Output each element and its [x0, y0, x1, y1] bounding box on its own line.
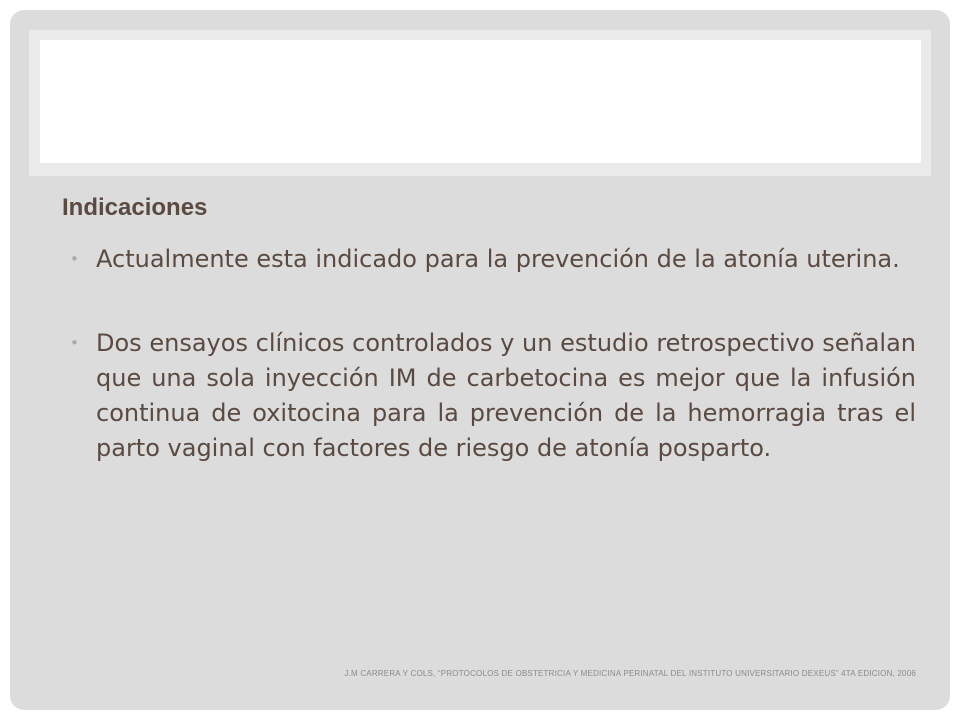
slide — [10, 10, 950, 710]
footer-citation: J.M CARRERA Y COLS, “PROTOCOLOS DE OBSTETRICIA Y MEDICINA PERINATAL DEL INSTITUTO UNIVERSITARIO DEXEUS” 4TA EDICION, 2006 — [344, 669, 916, 678]
bullet-dot-icon: • — [70, 334, 79, 352]
bullet-list — [70, 242, 916, 466]
bullet-text: Actualmente esta indicado para la prevención de la atonía uterina. — [96, 245, 900, 273]
bullet-text: Dos ensayos clínicos controlados y un estudio retrospectivo señalan que una sola inyección IM de carbetocina es mejor que la infusión continua de oxitocina para la prevención de la hemorragia tras el parto vaginal con factores de riesgo de atonía posparto. — [96, 329, 916, 462]
title-placeholder-frame — [29, 30, 931, 176]
bullet-dot-icon: • — [70, 250, 79, 268]
title-placeholder — [40, 40, 921, 163]
slide-heading: Indicaciones — [62, 194, 208, 221]
bullet-item — [70, 242, 916, 277]
bullet-item — [70, 326, 916, 466]
